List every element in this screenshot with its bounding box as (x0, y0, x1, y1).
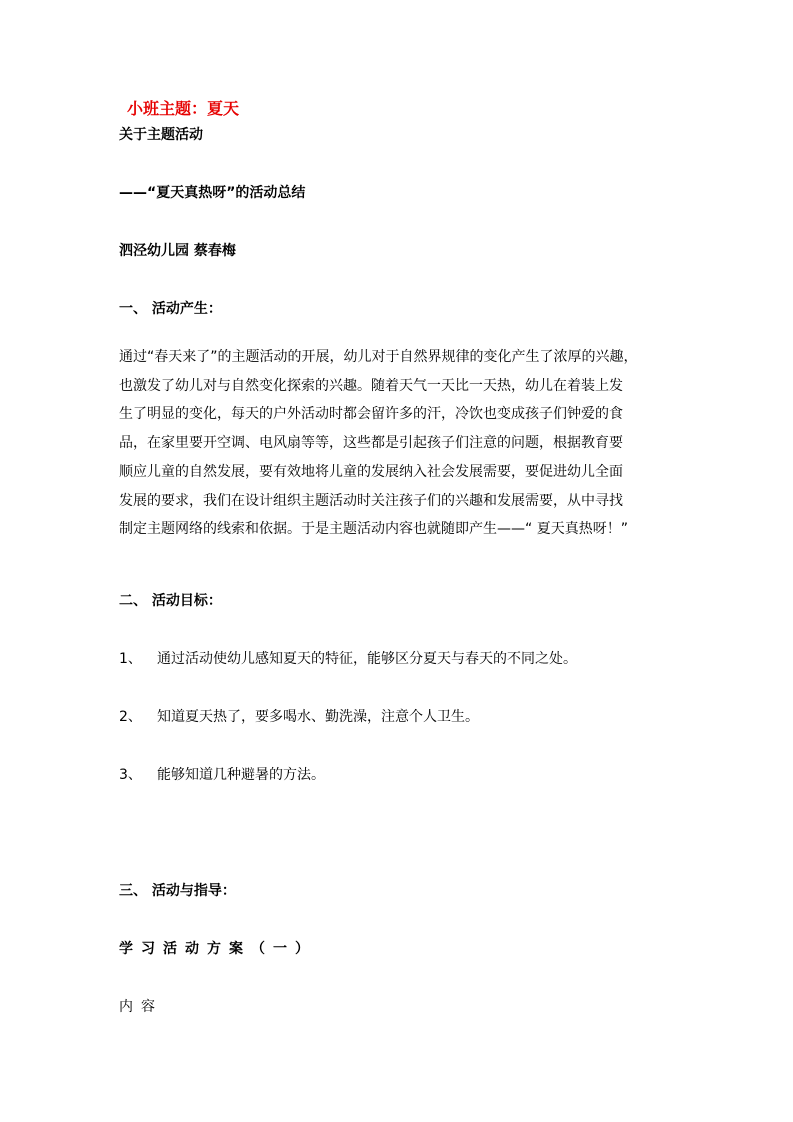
goal-text: 能够知道几种避暑的方法。 (157, 767, 325, 783)
content-label: 内容 (119, 999, 163, 1015)
goal-text: 知道夏天热了，要多喝水、勤洗澡，注意个人卫生。 (157, 709, 479, 725)
section-2-heading: 二、 活动目标： (119, 593, 222, 609)
section-3-heading: 三、 活动与指导： (119, 883, 236, 899)
goal-item (119, 706, 479, 726)
goal-item (119, 648, 577, 668)
paragraph-line: 品，在家里要开空调、电风扇等等，这些都是引起孩子们注意的问题，根据教育要 (119, 435, 623, 452)
subtitle-summary: ——“夏天真热呀”的活动总结 (119, 185, 306, 201)
paragraph-line: 通过“春天来了”的主题活动的开展，幼儿对于自然界规律的变化产生了浓厚的兴趣， (119, 349, 638, 365)
paragraph-line: 顺应儿童的自然发展，要有效地将儿童的发展纳入社会发展需要，要促进幼儿全面 (119, 463, 623, 480)
paragraph-line: 制定主题网络的线索和依据。于是主题活动内容也就随即产生——“ 夏天真热呀！” (119, 521, 628, 538)
red-title: 小班主题：夏天 (127, 99, 240, 118)
section-1-heading: 一、 活动产生： (119, 301, 222, 317)
paragraph-line: 生了明显的变化，每天的户外活动时都会留许多的汗，冷饮也变成孩子们钟爱的食 (119, 406, 623, 423)
goal-text: 通过活动使幼儿感知夏天的特征，能够区分夏天与春天的不同之处。 (157, 651, 577, 667)
section-1-paragraph (119, 343, 679, 544)
goal-number: 1、 (119, 651, 142, 667)
goal-number: 2、 (119, 709, 142, 725)
paragraph-line: 也激发了幼儿对与自然变化探索的兴趣。随着天气一天比一天热，幼儿在着装上发 (119, 377, 623, 394)
author-line: 泗泾幼儿园 蔡春梅 (119, 243, 236, 259)
subtitle-topic: 关于主题活动 (119, 127, 203, 143)
goal-item (119, 764, 325, 784)
plan-heading: 学习活动方案（一） (119, 941, 317, 957)
goal-number: 3、 (119, 767, 142, 783)
paragraph-line: 发展的要求，我们在设计组织主题活动时关注孩子们的兴趣和发展需要，从中寻找 (119, 492, 623, 509)
